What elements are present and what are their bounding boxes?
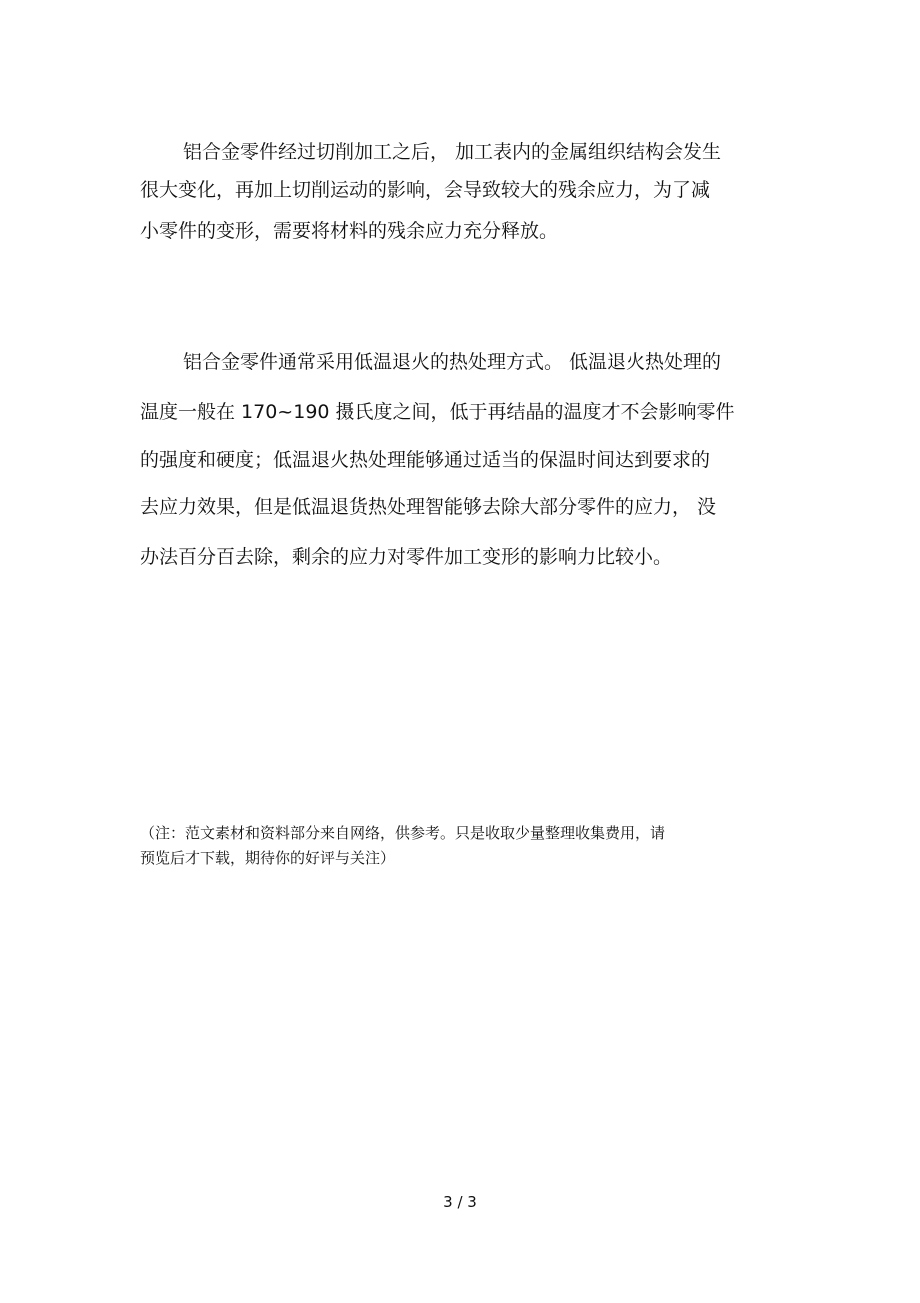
paragraph-2-line-4: 去应力效果，但是低温退货热处理智能够去除大部分零件的应力， 没 xyxy=(140,496,717,518)
paragraph-2-line-1: 铝合金零件通常采用低温退火的热处理方式。 低温退火热处理的 xyxy=(183,351,722,373)
note-line-2: 预览后才下载，期待你的好评与关注） xyxy=(140,849,396,867)
paragraph-2-line-5: 办法百分百去除，剩余的应力对零件加工变形的影响力比较小。 xyxy=(140,546,673,568)
paragraph-1-line-3: 小零件的变形，需要将材料的残余应力充分释放。 xyxy=(140,220,559,242)
paragraph-2-line-3: 的强度和硬度；低温退火热处理能够通过适当的保温时间达到要求的 xyxy=(140,449,711,471)
paragraph-1-line-1: 铝合金零件经过切削加工之后， 加工表内的金属组织结构会发生 xyxy=(183,141,722,163)
paragraph-2-line-2: 温度一般在 170~190 摄氏度之间，低于再结晶的温度才不会影响零件 xyxy=(140,401,735,423)
note-line-1: （注：范文素材和资料部分来自网络，供参考。只是收取少量整理收集费用，请 xyxy=(140,824,666,842)
paragraph-1-line-2: 很大变化，再加上切削运动的影响，会导致较大的残余应力，为了减 xyxy=(140,179,711,201)
page-number: 3 / 3 xyxy=(443,1193,477,1211)
